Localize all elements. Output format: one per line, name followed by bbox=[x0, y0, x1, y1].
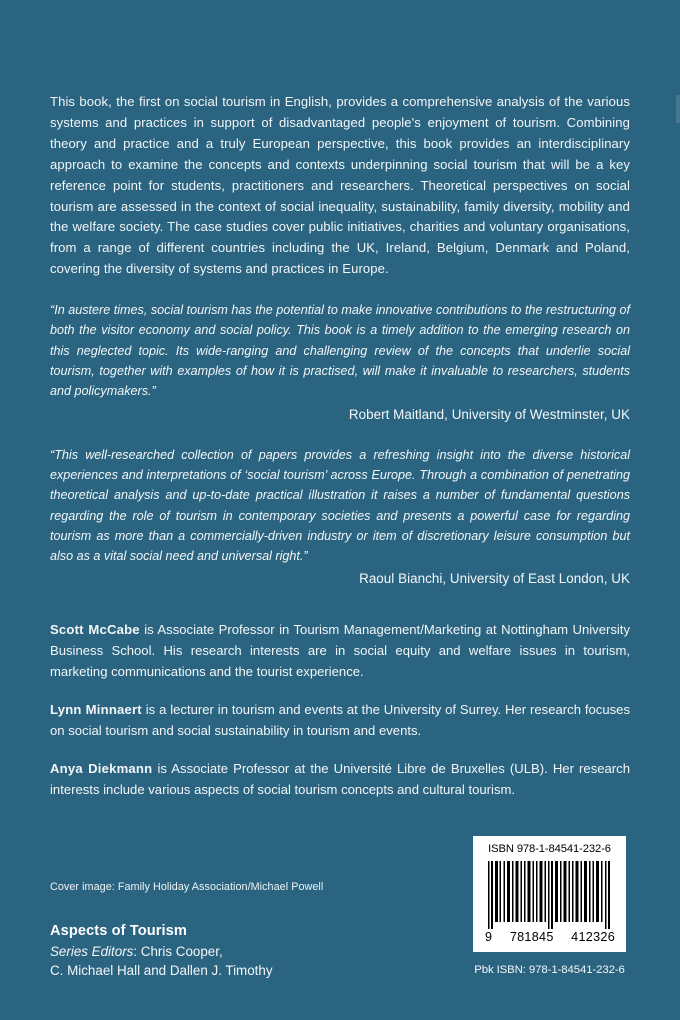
barcode-box bbox=[473, 836, 626, 952]
barcode-digit-group-2: 412326 bbox=[571, 930, 615, 944]
barcode-area bbox=[473, 836, 626, 977]
footer-left bbox=[50, 880, 450, 981]
series-editors-names-1: : Chris Cooper, bbox=[133, 943, 223, 959]
author-bio-text: is Associate Professor at the Université Libre de Bruxelles (ULB). Her research interests include various aspects of social tourism concepts and cultural tourism. bbox=[50, 760, 630, 797]
author-bio bbox=[50, 759, 630, 801]
barcode-isbn-label: ISBN 978-1-84541-232-6 bbox=[488, 843, 611, 855]
series-editors-line-1 bbox=[50, 942, 450, 962]
cover-content bbox=[50, 92, 630, 801]
barcode-digit-left: 9 bbox=[485, 930, 493, 944]
barcode-digits bbox=[481, 930, 618, 944]
author-name: Scott McCabe bbox=[50, 622, 140, 638]
author-bios bbox=[50, 620, 630, 800]
author-name: Lynn Minnaert bbox=[50, 702, 142, 718]
author-bio bbox=[50, 620, 630, 683]
review-attribution: Raoul Bianchi, University of East London, UK bbox=[359, 571, 630, 587]
author-name: Anya Diekmann bbox=[50, 760, 153, 776]
cover-image-credit: Cover image: Family Holiday Association/Michael Powell bbox=[50, 881, 324, 893]
review-quote-text: “This well-researched collection of papers provides a refreshing insight into the diverse historical experiences and interpretations of ‘social tourism’ across Europe. Through a combination of penetrating theoretical analysis and up-to-date practical illustration it raises a number of fundamental questions regarding the role of tourism in contemporary societies and presents a powerful case for regarding tourism as more than a commercially-driven industry or item of discretionary leisure consumption but also as a vital social need and universal right.” bbox=[50, 447, 630, 564]
review-quote-text: “In austere times, social tourism has the potential to make innovative contributions to the restructuring of both the visitor economy and social policy. This book is a timely addition to the emerging research on this neglected topic. Its wide-ranging and challenging review of the concepts that underlie social tourism, together with examples of how it is practised, will make it invaluable to researchers, students and policymakers.” bbox=[50, 303, 630, 399]
series-editors-line-2: C. Michael Hall and Dallen J. Timothy bbox=[50, 963, 273, 978]
series-info bbox=[50, 922, 450, 981]
barcode-bars-icon bbox=[486, 861, 614, 929]
author-bio-text: is Associate Professor in Tourism Management/Marketing at Nottingham University Business School. His research interests are in social equity and welfare issues in tourism, marketing communications and the tourist experience. bbox=[50, 622, 630, 680]
series-title: Aspects of Tourism bbox=[50, 923, 187, 939]
book-blurb: This book, the first on social tourism in English, provides a comprehensive analysis of the various systems and practices in support of disadvantaged people's enjoyment of tourism. Combining theory and practice and a truly European perspective, this book provides an interdisciplinary approach to examine the concepts and contexts underpinning social tourism that will be a key reference point for students, practitioners and researchers. Theoretical perspectives on social tourism are assessed in the context of social inequality, sustainability, family diversity, mobility and the welfare society. The case studies cover public initiatives, charities and voluntary organisations, from a range of different countries including the UK, Ireland, Belgium, Denmark and Poland, covering the diversity of systems and practices in Europe. bbox=[50, 94, 630, 277]
author-bio bbox=[50, 700, 630, 742]
review-attribution: Robert Maitland, University of Westminster, UK bbox=[348, 406, 630, 422]
review-quote-1 bbox=[50, 300, 630, 424]
author-bio-text: is a lecturer in tourism and events at the University of Surrey. Her research focuses on social tourism and social sustainability in tourism and events. bbox=[50, 702, 630, 739]
barcode-digit-group-1: 781845 bbox=[509, 930, 554, 944]
pbk-isbn-label: Pbk ISBN: 978-1-84541-232-6 bbox=[474, 964, 625, 976]
series-editors-label: Series Editors bbox=[50, 943, 134, 959]
review-quote-2 bbox=[50, 445, 630, 590]
page-edge-mark bbox=[676, 95, 680, 123]
